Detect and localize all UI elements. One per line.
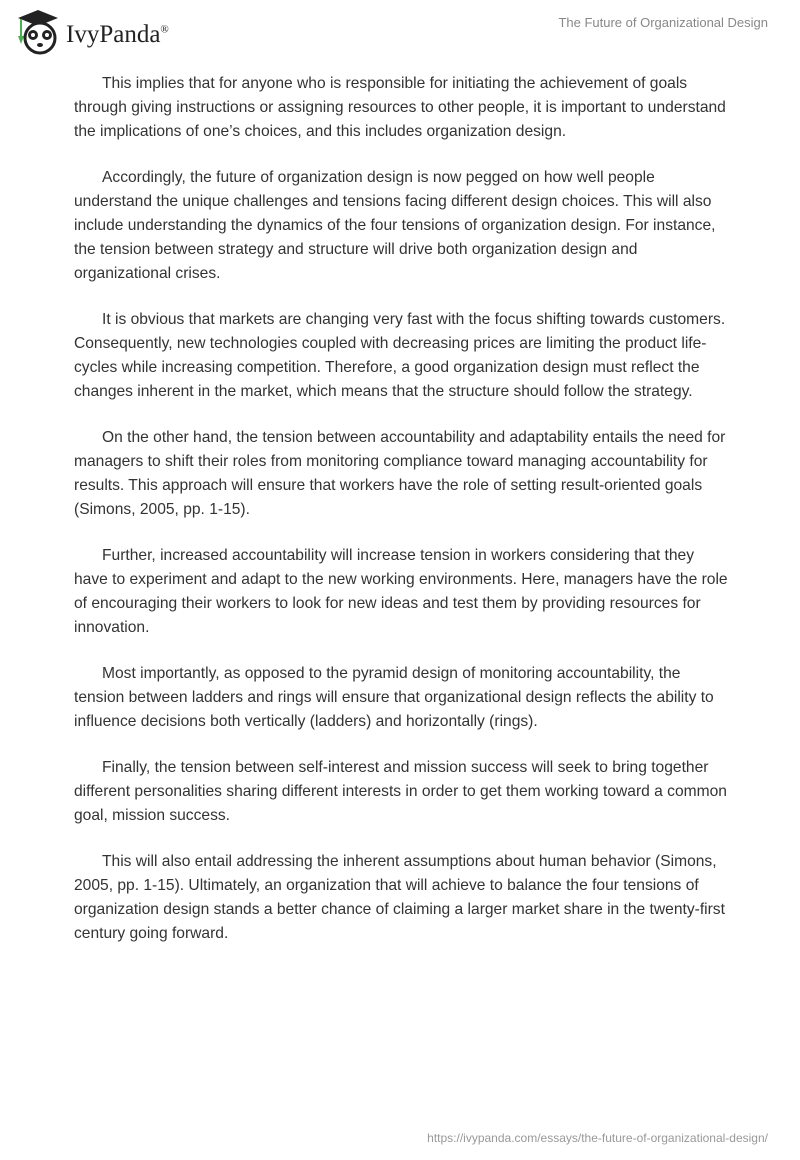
paragraph: It is obvious that markets are changing very fast with the focus shifting towards customers. Consequently, new technologies coupled with decreasing prices are limiting the product life-cycles while increasing competition. Therefore, a good organization design must reflect the changes inherent in the market, which means that the structure should follow the strategy. <box>74 311 726 400</box>
paragraph: Finally, the tension between self-interest and mission success will seek to bring together different personalities sharing different interests in order to get them working toward a common goal, mission success. <box>74 759 727 824</box>
essay-body <box>74 72 730 968</box>
brand-name: IvyPanda® <box>66 21 169 48</box>
paragraph: Accordingly, the future of organization design is now pegged on how well people understand the unique challenges and tensions facing different design choices. This will also include understanding the dynamics of the four tensions of organization design. For instance, the tension between strategy and structure will drive both organization design and organizational crises. <box>74 169 716 282</box>
paragraph: This will also entail addressing the inherent assumptions about human behavior (Simons, 2005, pp. 1-15). Ultimately, an organization that will achieve to balance the four tensions of organization design stands a better chance of claiming a larger market share in the twenty-first century going forward. <box>74 853 725 942</box>
paragraph: Most importantly, as opposed to the pyramid design of monitoring accountability, the tension between ladders and rings will ensure that organizational design reflects the ability to influence decisions both vertically (ladders) and horizontally (rings). <box>74 665 714 730</box>
paragraph: This implies that for anyone who is responsible for initiating the achievement of goals through giving instructions or assigning resources to other people, it is important to understand the implications of one’s choices, and this includes organization design. <box>74 75 726 140</box>
ivypanda-logo[interactable] <box>14 8 169 56</box>
source-url[interactable]: https://ivypanda.com/essays/the-future-of-organizational-design/ <box>427 1131 768 1145</box>
paragraph: Further, increased accountability will increase tension in workers considering that they have to experiment and adapt to the new working environments. Here, managers have the role of encouraging their workers to look for new ideas and test them by providing resources for innovation. <box>74 547 728 636</box>
document-title: The Future of Organizational Design <box>558 15 768 30</box>
panda-graduate-icon <box>14 8 60 56</box>
page-header <box>0 0 800 60</box>
paragraph: On the other hand, the tension between accountability and adaptability entails the need for managers to shift their roles from monitoring compliance toward managing accountability for results. This approach will ensure that workers have the role of setting result-oriented goals (Simons, 2005, pp. 1-15). <box>74 429 726 518</box>
